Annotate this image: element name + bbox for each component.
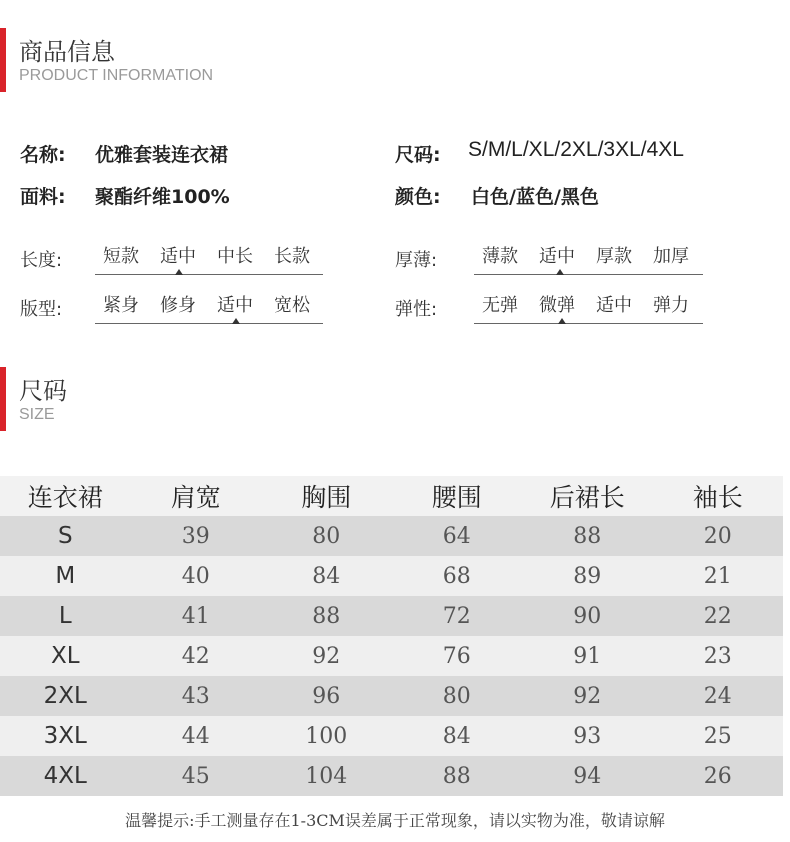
header-dress: 连衣裙 [0, 476, 131, 516]
table-row [0, 556, 783, 596]
name-row [20, 140, 340, 166]
table-row [0, 756, 783, 796]
table-cell: 89 [522, 556, 653, 596]
length-option: 适中 [160, 246, 196, 267]
table-cell: 94 [522, 756, 653, 796]
table-cell: 24 [653, 676, 784, 716]
table-cell: 25 [653, 716, 784, 756]
table-cell: S [0, 516, 131, 556]
elasticity-option: 适中 [596, 295, 632, 316]
table-row [0, 596, 783, 636]
size-table-header [0, 476, 783, 516]
measurement-note: 温馨提示:手工测量存在1-3CM误差属于正常现象，请以实物为准，敬请谅解 [125, 811, 665, 830]
table-cell: 44 [131, 716, 262, 756]
fit-option: 适中 [217, 295, 253, 316]
length-option: 短款 [103, 246, 139, 267]
name-value: 优雅套装连衣裙 [95, 144, 229, 166]
table-cell: L [0, 596, 131, 636]
length-option: 中长 [217, 246, 253, 267]
table-cell: 42 [131, 636, 262, 676]
size-value: S/M/L/XL/2XL/3XL/4XL [468, 138, 684, 161]
length-selected-marker [175, 269, 183, 275]
table-cell: 23 [653, 636, 784, 676]
table-row [0, 516, 783, 556]
elasticity-option: 弹力 [653, 295, 689, 316]
thickness-selected-marker [556, 269, 564, 275]
fit-option: 紧身 [103, 295, 139, 316]
table-cell: 84 [261, 556, 392, 596]
table-cell: 91 [522, 636, 653, 676]
fit-option: 修身 [160, 295, 196, 316]
table-cell: 96 [261, 676, 392, 716]
product-info-title: 商品信息 [19, 38, 115, 66]
fit-option: 宽松 [274, 295, 310, 316]
color-label: 颜色: [395, 186, 441, 208]
elasticity-selected-marker [558, 318, 566, 324]
table-cell: 64 [392, 516, 523, 556]
table-cell: 45 [131, 756, 262, 796]
header-sleeve: 袖长 [653, 476, 784, 516]
table-cell: M [0, 556, 131, 596]
section-accent-bar [0, 367, 6, 431]
table-cell: 92 [261, 636, 392, 676]
size-label: 尺码: [395, 144, 441, 166]
fit-label: 版型: [20, 299, 63, 320]
table-cell: 80 [261, 516, 392, 556]
table-cell: 3XL [0, 716, 131, 756]
thickness-option: 薄款 [482, 246, 518, 267]
table-cell: 40 [131, 556, 262, 596]
table-cell: 22 [653, 596, 784, 636]
elasticity-option: 微弹 [539, 295, 575, 316]
thickness-scale [474, 242, 703, 275]
elasticity-scale [474, 291, 703, 324]
length-label: 长度: [20, 250, 63, 271]
elasticity-label: 弹性: [395, 299, 438, 320]
length-option: 长款 [274, 246, 310, 267]
table-row [0, 676, 783, 716]
table-cell: 72 [392, 596, 523, 636]
fit-scale [95, 291, 323, 324]
table-cell: 88 [392, 756, 523, 796]
table-cell: 90 [522, 596, 653, 636]
section-accent-bar [0, 28, 6, 92]
thickness-option: 适中 [539, 246, 575, 267]
fabric-row [20, 182, 340, 208]
color-row [395, 182, 775, 208]
table-row [0, 636, 783, 676]
table-row [0, 716, 783, 756]
table-cell: 20 [653, 516, 784, 556]
table-cell: 88 [261, 596, 392, 636]
table-cell: 4XL [0, 756, 131, 796]
color-value: 白色/蓝色/黑色 [471, 186, 599, 208]
table-cell: 43 [131, 676, 262, 716]
size-section-title: 尺码 [19, 377, 67, 405]
table-cell: 41 [131, 596, 262, 636]
table-cell: 26 [653, 756, 784, 796]
header-waist: 腰围 [392, 476, 523, 516]
fit-selected-marker [232, 318, 240, 324]
table-cell: 104 [261, 756, 392, 796]
product-info-subtitle: PRODUCT INFORMATION [19, 67, 214, 84]
table-cell: XL [0, 636, 131, 676]
header-shoulder: 肩宽 [131, 476, 262, 516]
table-cell: 76 [392, 636, 523, 676]
table-cell: 68 [392, 556, 523, 596]
table-cell: 80 [392, 676, 523, 716]
name-label: 名称: [20, 144, 66, 166]
header-bust: 胸围 [261, 476, 392, 516]
thickness-label: 厚薄: [395, 250, 438, 271]
header-back-length: 后裙长 [522, 476, 653, 516]
size-row [395, 140, 775, 166]
table-cell: 2XL [0, 676, 131, 716]
table-cell: 84 [392, 716, 523, 756]
length-scale [95, 242, 323, 275]
table-cell: 92 [522, 676, 653, 716]
table-cell: 21 [653, 556, 784, 596]
table-cell: 100 [261, 716, 392, 756]
size-table [0, 476, 783, 796]
thickness-option: 加厚 [653, 246, 689, 267]
table-cell: 39 [131, 516, 262, 556]
fabric-label: 面料: [20, 186, 66, 208]
table-cell: 93 [522, 716, 653, 756]
elasticity-option: 无弹 [482, 295, 518, 316]
fabric-value: 聚酯纤维100% [95, 186, 230, 208]
size-section-subtitle: SIZE [19, 406, 55, 423]
thickness-option: 厚款 [596, 246, 632, 267]
table-cell: 88 [522, 516, 653, 556]
